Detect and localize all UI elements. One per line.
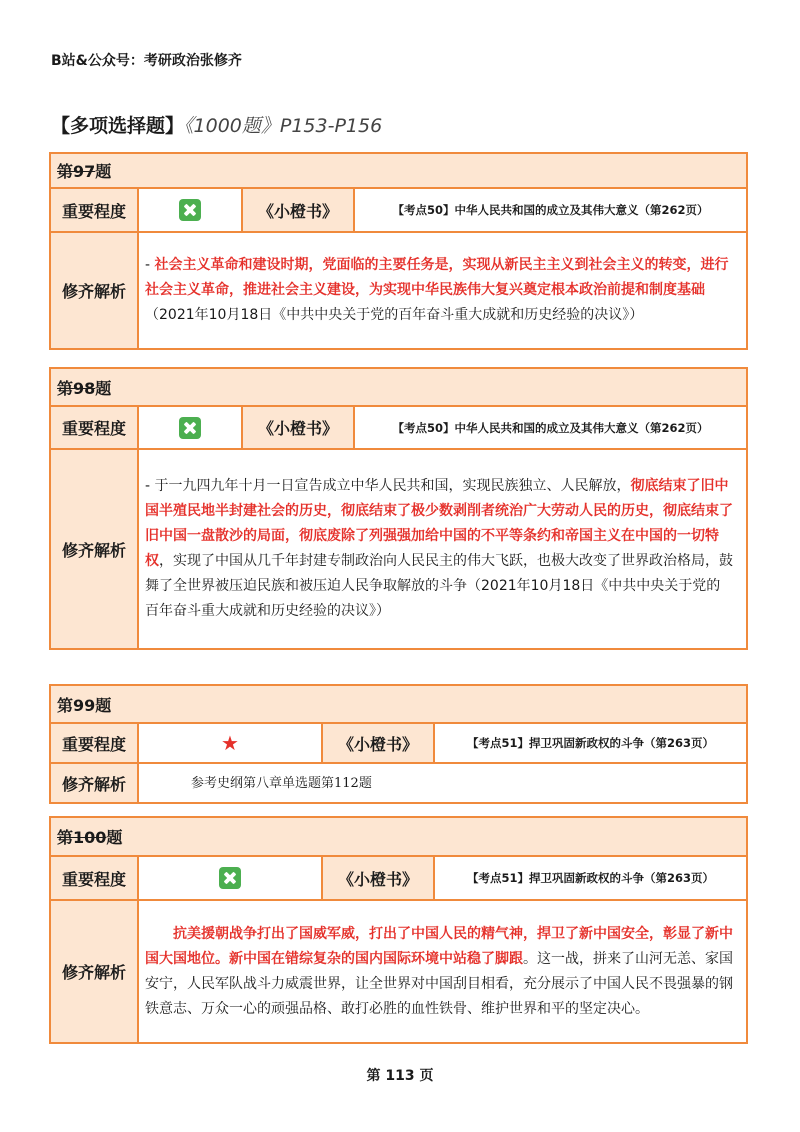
book-label: 《小橙书》 <box>242 188 354 232</box>
page-number: 第 113 页 <box>366 1068 434 1084</box>
question-title: 第99题 <box>50 685 747 723</box>
question-title <box>50 368 747 406</box>
section-title-label: 【多项选择题】 <box>51 115 185 137</box>
question-number: 100 <box>73 828 107 847</box>
question-card-99 <box>49 684 748 804</box>
topic-ref: 【考点51】捍卫巩固新政权的斗争（第263页） <box>434 723 747 763</box>
section-title <box>51 111 382 138</box>
analysis-highlight: 社会主义革命和建设时期，党面临的主要任务是，实现从新民主主义到社会主义的转变，进行社会主义革命，推进社会主义建设，为实现中华民族伟大复兴奠定根本政治前提和制度基础 <box>145 257 729 298</box>
book-label: 《小橙书》 <box>322 856 434 900</box>
topic-ref: 【考点51】捍卫巩固新政权的斗争（第263页） <box>434 856 747 900</box>
analysis-reference: 参考史纲第八章单选题第112题 <box>191 775 372 791</box>
analysis-source: ，实现了中国从几千年封建专制政治向人民民主的伟大飞跃，也极大改变了世界政治格局，鼓舞了全世界被压迫民族和被压迫人民争取解放的斗争（2021年10月18日《中共中央关于党的百年奋斗重大成就和历史经验的决议》） <box>145 553 733 619</box>
book-label: 《小橙书》 <box>322 723 434 763</box>
question-number-suffix: 题 <box>95 378 112 398</box>
question-title <box>50 153 747 188</box>
cross-mark-icon <box>179 417 201 439</box>
analysis-highlight: 抗美援朝战争打出了国威军威，打出了中国人民的精气神，捍卫了新中国安全，彰显了新中国大国地位。新中国在错综复杂的国内国际环境中站稳了脚跟 <box>145 925 733 967</box>
analysis-source: （2021年10月18日《中共中央关于党的百年奋斗重大成就和历史经验的决议》） <box>145 307 644 323</box>
analysis-label: 修齐解析 <box>50 232 138 349</box>
importance-label: 重要程度 <box>50 856 138 900</box>
topic-ref: 【考点50】中华人民共和国的成立及其伟大意义（第262页） <box>354 406 747 449</box>
cross-mark-icon <box>219 867 241 889</box>
analysis-text <box>138 763 747 803</box>
question-number-suffix: 题 <box>106 828 123 847</box>
question-number: 98 <box>73 378 96 398</box>
importance-label: 重要程度 <box>50 406 138 449</box>
question-number-prefix: 第 <box>57 828 74 847</box>
question-number-prefix: 第 <box>57 378 74 398</box>
star-icon: ★ <box>221 731 239 755</box>
cross-mark-icon <box>179 199 201 221</box>
analysis-body: 。这一战，拼来了山河无恙、家国安宁，人民军队战斗力威震世界，让全世界对中国刮目相看，充分展示了中国人民不畏强暴的钢铁意志、万众一心的顽强品格、敢打必胜的血性铁骨、维护世界和平的坚定决心。 <box>145 950 733 1017</box>
importance-mark <box>138 406 242 449</box>
header-note: B站&公众号：考研政治张修齐 <box>51 53 242 69</box>
analysis-bullet: - <box>145 478 155 494</box>
analysis-text <box>138 900 747 1043</box>
topic-ref: 【考点50】中华人民共和国的成立及其伟大意义（第262页） <box>354 188 747 232</box>
importance-label: 重要程度 <box>50 188 138 232</box>
analysis-label: 修齐解析 <box>50 900 138 1043</box>
book-label: 《小橙书》 <box>242 406 354 449</box>
importance-mark <box>138 723 322 763</box>
analysis-lead: 于一九四九年十月一日宣告成立中华人民共和国，实现民族独立、人民解放， <box>154 478 631 494</box>
analysis-text <box>138 232 747 349</box>
question-card-100 <box>49 816 748 1044</box>
section-subtitle: 《1000题》P153-P156 <box>184 115 383 137</box>
question-number-suffix: 题 <box>95 162 112 181</box>
importance-label: 重要程度 <box>50 723 138 763</box>
analysis-highlight: 彻底结束了旧中国半殖民地半封建社会的历史，彻底结束了极少数剥削者统治广大劳动人民的历史，彻底结束了旧中国一盘散沙的局面，彻底废除了列强强加给中国的不平等条约和帝国主义在中国的一切特权 <box>145 478 733 569</box>
analysis-text <box>138 449 747 649</box>
analysis-label: 修齐解析 <box>50 449 138 649</box>
question-card-98 <box>49 367 748 650</box>
importance-mark <box>138 856 322 900</box>
analysis-label: 修齐解析 <box>50 763 138 803</box>
importance-mark <box>138 188 242 232</box>
question-title <box>50 817 747 856</box>
question-number: 97 <box>73 162 96 181</box>
question-number-prefix: 第 <box>57 162 74 181</box>
question-card-97 <box>49 152 748 350</box>
analysis-bullet: - <box>145 257 155 273</box>
